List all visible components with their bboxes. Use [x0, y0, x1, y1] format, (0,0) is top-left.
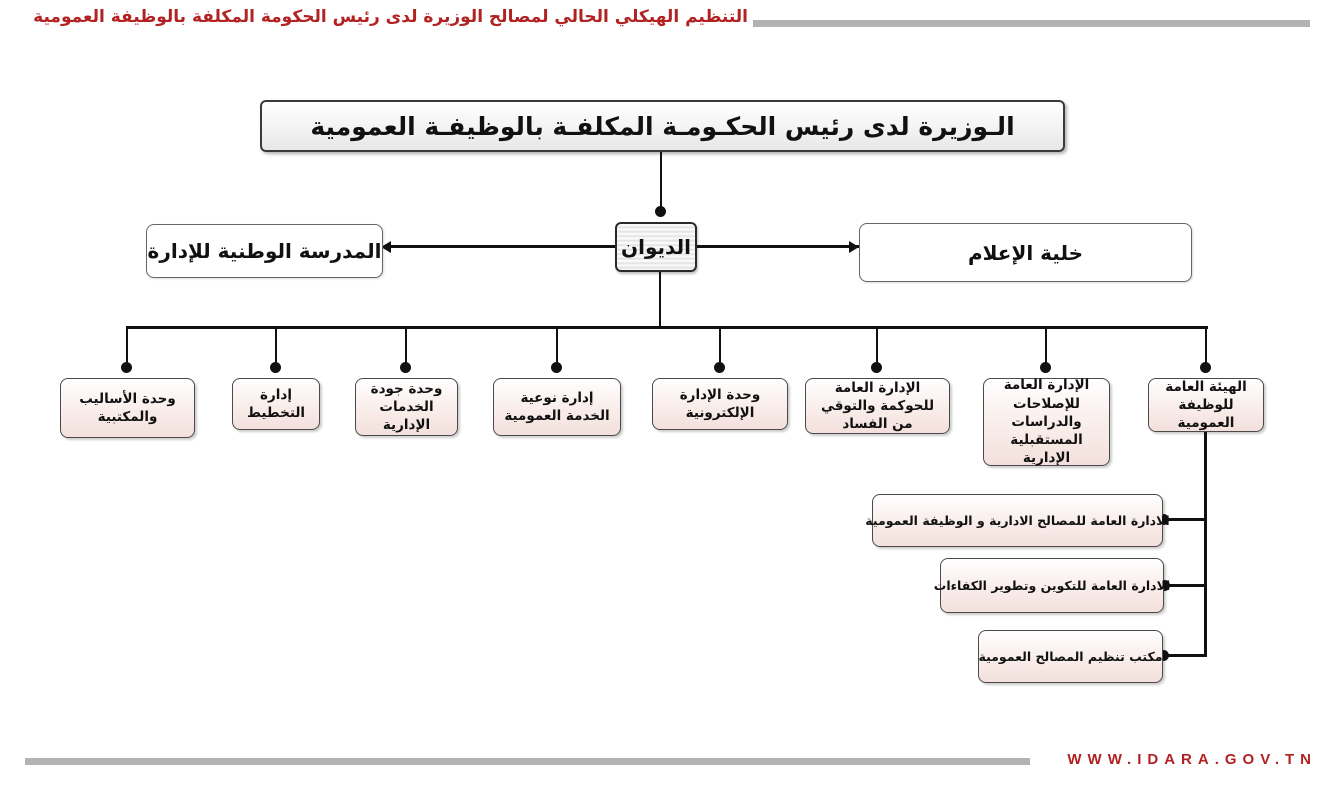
dept-node-public-service-quality	[493, 378, 621, 436]
junction-dot-dept-3	[400, 362, 411, 373]
junction-dot-dept-5	[714, 362, 725, 373]
connector-dept-8	[1205, 329, 1207, 365]
junction-dot-dept-4	[551, 362, 562, 373]
connector-dept-6	[876, 329, 878, 365]
connector-cabinet-school	[389, 245, 615, 248]
dept-node-label: الإدارة العامة للحوكمة والتوقي من الفساد	[820, 379, 935, 433]
junction-dot-dept-7	[1040, 362, 1051, 373]
subdept-node-training-skills	[933, 558, 1171, 613]
dept-node-label: وحدة جودة الخدمات الإدارية	[370, 380, 443, 434]
connector-dept-1	[126, 329, 128, 365]
dept-node-label: إدارة التخطيط	[246, 386, 306, 421]
footer-divider-line	[25, 758, 1030, 765]
connector-dept-4	[556, 329, 558, 365]
dept-node-label: الإدارة العامة للإصلاحات والدراسات المستقبلية الإدارية	[1003, 377, 1090, 467]
dept-node-label: وحدة الأساليب والمكتبية	[79, 390, 176, 425]
junction-dot-dept-1	[121, 362, 132, 373]
dept-node-public-service-authority	[1148, 378, 1264, 432]
connector-subdept-1	[1166, 518, 1207, 521]
node-cabinet	[615, 222, 697, 272]
subdept-node-label: الادارة العامة للمصالح الادارية و الوظيفة العمومية	[865, 513, 1170, 528]
node-media-cell	[859, 223, 1192, 282]
connector-cabinet-bus	[659, 272, 661, 326]
connector-dept-5	[719, 329, 721, 365]
connector-subdept-2	[1167, 584, 1207, 587]
website-url: WWW.IDARA.GOV.TN	[1067, 751, 1317, 768]
node-media-cell-label: خلية الإعلام	[967, 240, 1084, 265]
node-national-school	[146, 224, 383, 278]
page-title: التنظيم الهيكلي الحالي لمصالح الوزيرة لدى رئيس الحكومة المكلفة بالوظيفة العمومية	[33, 7, 748, 27]
subdept-node-services-organization-office	[978, 630, 1163, 683]
header-divider-line	[753, 20, 1310, 27]
connector-subdept-3	[1166, 654, 1207, 657]
arrow-right-icon	[849, 241, 859, 253]
connector-dept-7	[1045, 329, 1047, 365]
root-node-label: الـوزيرة لدى رئيس الحكـومـة المكلفـة بالوظيفـة العمومية	[310, 111, 1015, 141]
root-node-minister	[260, 100, 1065, 152]
connector-dept-3	[405, 329, 407, 365]
subdept-node-label: مكتب تنظيم المصالح العمومية	[978, 649, 1163, 664]
dept-node-service-quality-unit	[355, 378, 458, 436]
connector-authority-branch	[1204, 432, 1207, 657]
dept-node-reforms-studies	[983, 378, 1110, 466]
dept-node-methods-office	[60, 378, 195, 438]
connector-dept-2	[275, 329, 277, 365]
dept-node-label: الهيئة العامة للوظيفة العمومية	[1165, 378, 1247, 432]
connector-cabinet-media-cell	[697, 245, 859, 248]
junction-dot-dept-6	[871, 362, 882, 373]
node-cabinet-label: الديوان	[621, 235, 691, 259]
junction-dot-dept-2	[270, 362, 281, 373]
dept-node-label: إدارة نوعية الخدمة العمومية	[504, 389, 610, 424]
node-national-school-label: المدرسة الوطنية للإدارة	[147, 239, 382, 263]
connector-root-cabinet	[660, 152, 662, 207]
dept-node-label: وحدة الإدارة الإلكترونية	[679, 386, 761, 421]
dept-node-planning	[232, 378, 320, 430]
junction-dot-cabinet	[655, 206, 666, 217]
dept-node-governance-anticorruption	[805, 378, 950, 434]
subdept-node-administrative-services	[865, 494, 1170, 547]
dept-node-e-administration	[652, 378, 788, 430]
subdept-node-label: الادارة العامة للتكوين وتطوير الكفاءات	[933, 578, 1171, 593]
junction-dot-dept-8	[1200, 362, 1211, 373]
